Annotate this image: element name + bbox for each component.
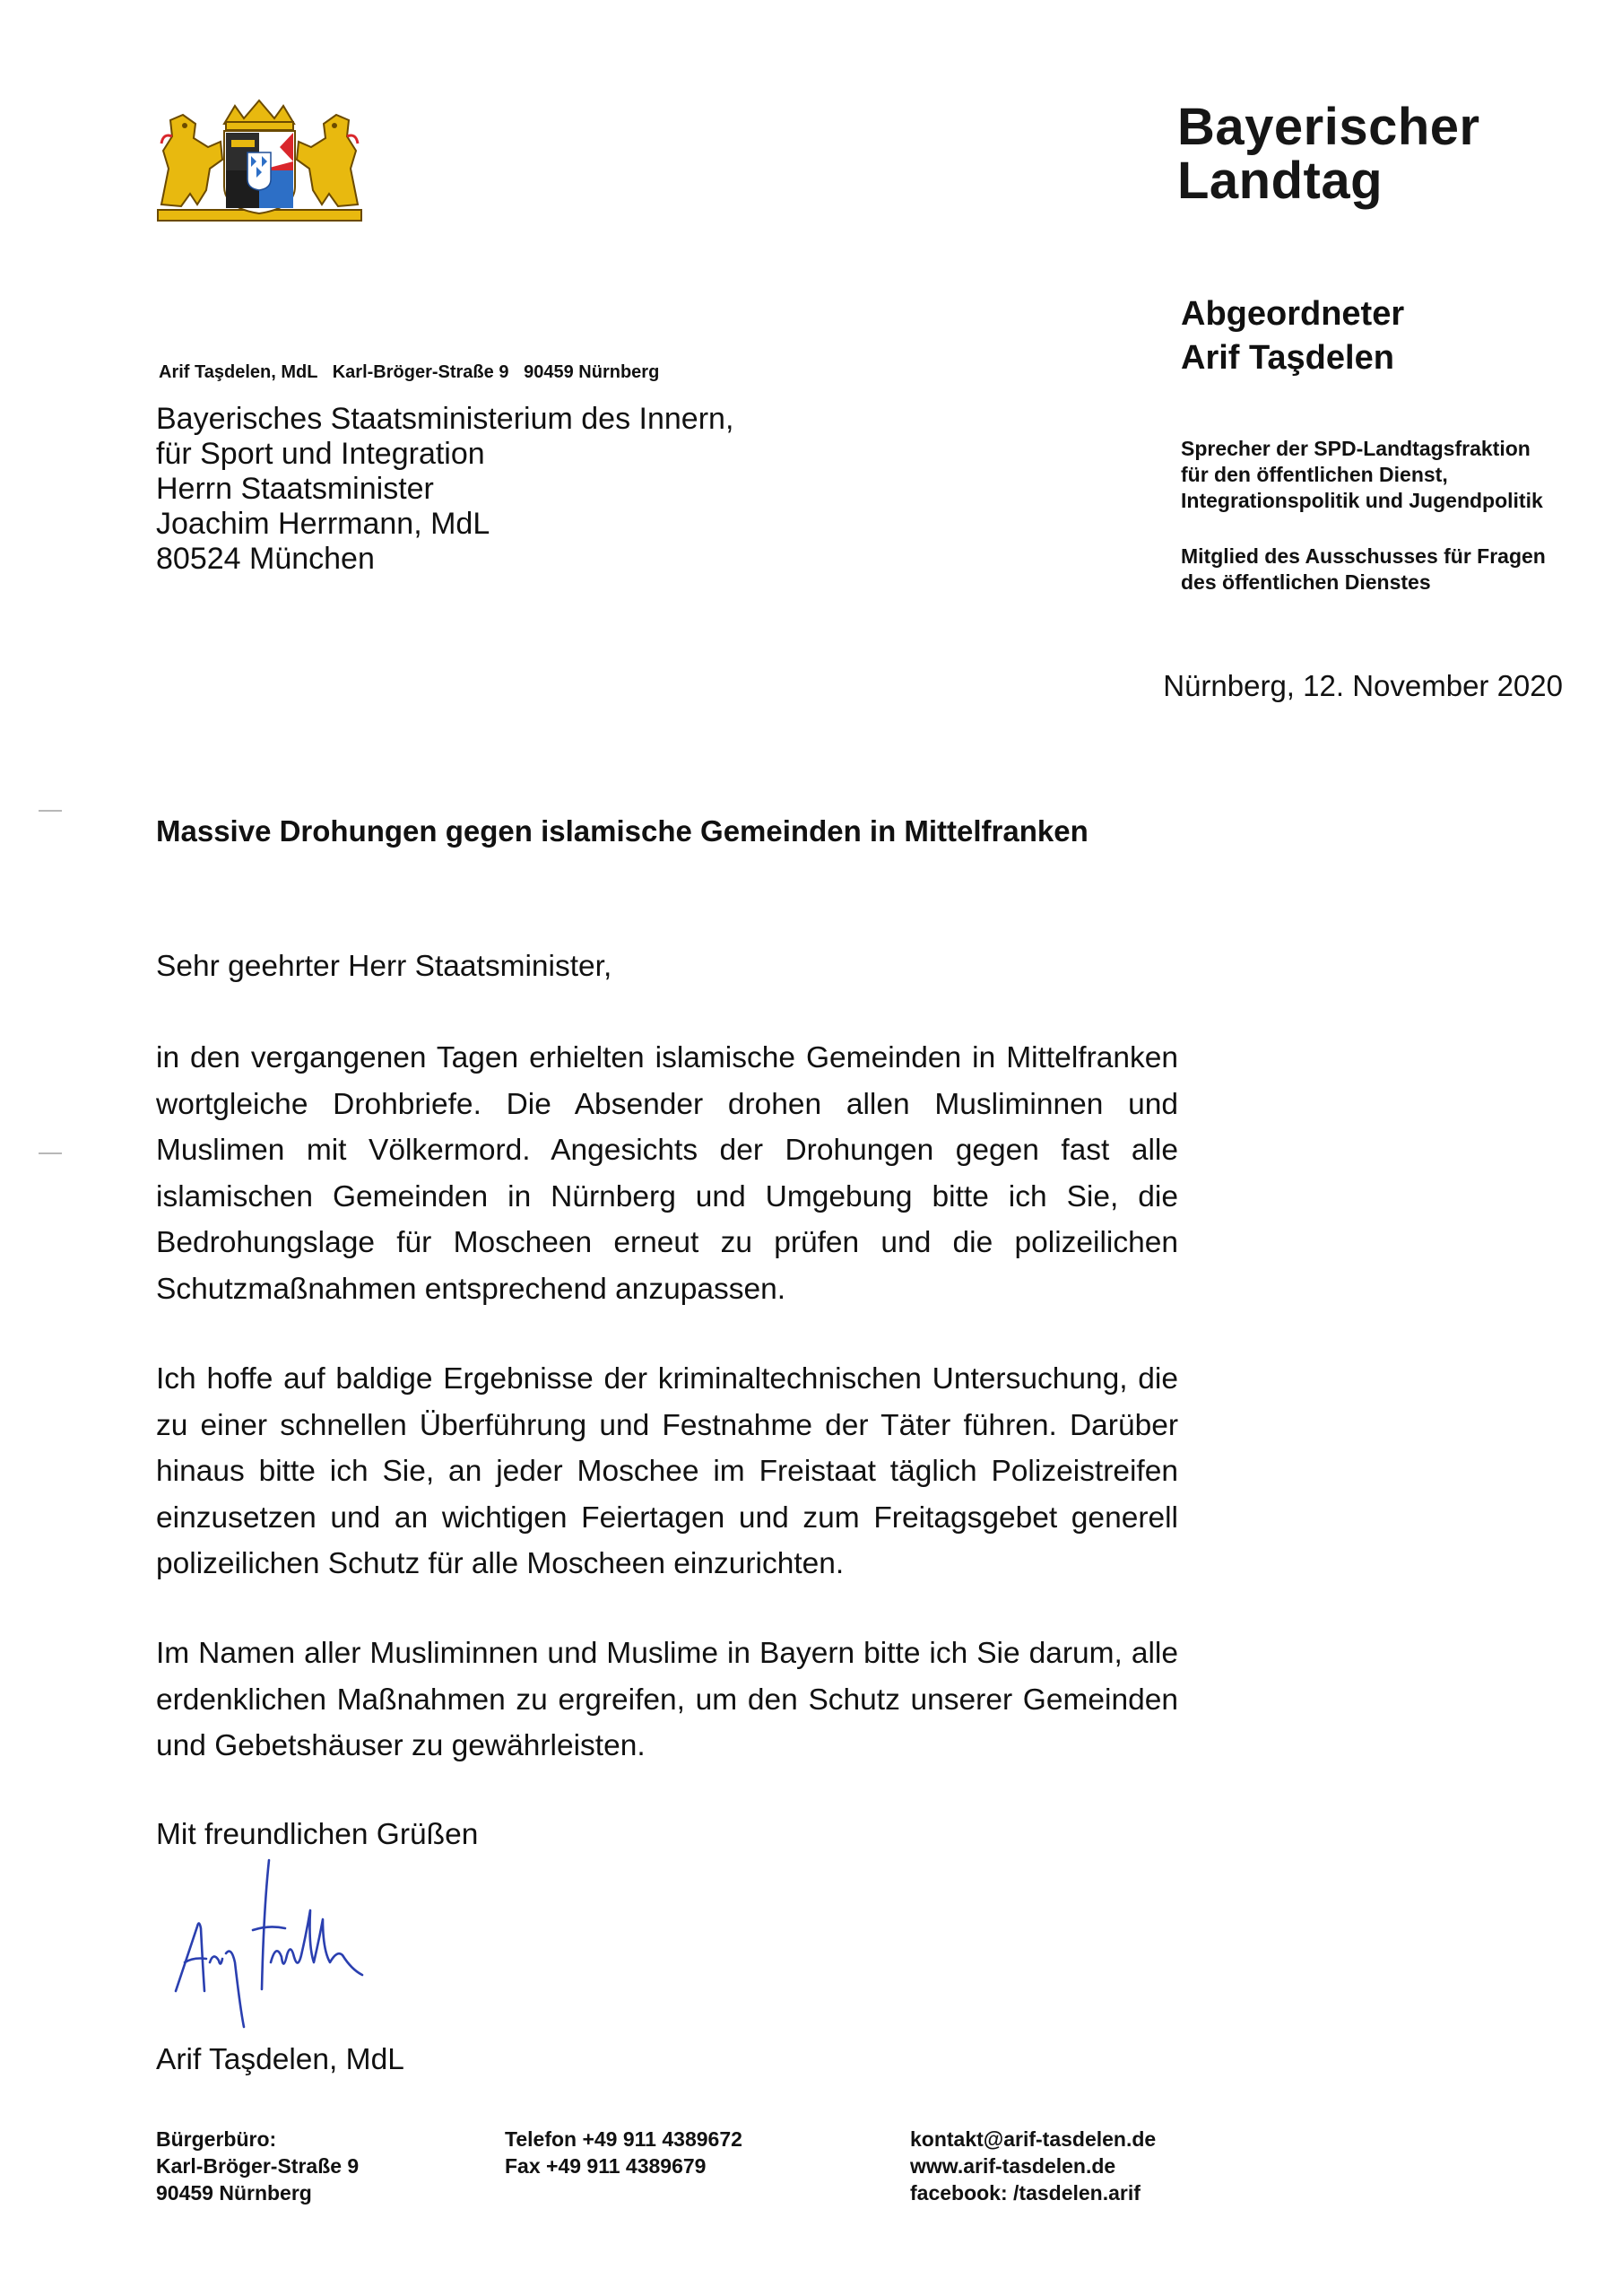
handwritten-signature-icon — [163, 1857, 369, 2045]
footer-office — [156, 2126, 359, 2206]
letter-date: Nürnberg, 12. November 2020 — [1163, 669, 1563, 702]
closing — [156, 1812, 1178, 1858]
body-line: erdenklichen Maßnahmen zu ergreifen, um den Schutz unserer Gemeinden — [156, 1683, 1178, 1717]
fold-mark — [39, 810, 62, 812]
membership-line: des öffentlichen Dienstes — [1181, 570, 1431, 594]
footer-office-line: Karl-Bröger-Straße 9 — [156, 2154, 360, 2178]
signed-name: Arif Taşdelen, MdL — [156, 2043, 404, 2076]
footer-facebook: facebook: /tasdelen.arif — [910, 2181, 1141, 2205]
footer-contact — [910, 2126, 1156, 2206]
body-line: polizeilichen Schutz für alle Moscheen einzurichten. — [156, 1547, 845, 1580]
footer-email[interactable]: kontakt@arif-tasdelen.de — [910, 2127, 1157, 2151]
body-line: Schutzmaßnahmen entsprechend anzupassen. — [156, 1272, 786, 1306]
body-line: islamischen Gemeinden in Nürnberg und Umgebung bitte ich Sie, die — [156, 1179, 1178, 1213]
recipient-address — [156, 402, 733, 577]
body-line: Bedrohungslage für Moscheen erneut zu prüfen und die polizeilichen — [156, 1226, 1178, 1259]
footer-office-line: Bürgerbüro: — [156, 2127, 277, 2151]
membership-line: Mitglied des Ausschusses für Fragen — [1181, 544, 1546, 568]
committee-membership — [1181, 544, 1546, 596]
member-title-line: Arif Taşdelen — [1181, 339, 1394, 377]
body-paragraph-3 — [156, 1631, 1178, 1770]
landtag-wordmark — [1177, 100, 1554, 208]
recipient-line: Herrn Staatsminister — [156, 472, 434, 506]
wordmark-line-2: Landtag — [1177, 152, 1383, 210]
closing-text: Mit freundlichen Grüßen — [156, 1818, 479, 1851]
fold-mark — [39, 1152, 62, 1154]
body-line: in den vergangenen Tagen erhielten islamische Gemeinden in Mittelfranken — [156, 1041, 1178, 1074]
body-line: Ich hoffe auf baldige Ergebnisse der kriminaltechnischen Untersuchung, die — [156, 1362, 1178, 1396]
footer-phone — [505, 2126, 742, 2179]
member-title — [1181, 292, 1404, 380]
body-line: einzusetzen und an wichtigen Feiertagen und zum Freitagsgebet generell — [156, 1500, 1178, 1535]
body-line: hinaus bitte ich Sie, an jeder Moschee im Freistaat täglich Polizeistreifen — [156, 1455, 1178, 1488]
body-line: wortgleiche Drohbriefe. Die Absender drohen allen Musliminnen und — [156, 1087, 1178, 1121]
body-line: zu einer schnellen Überführung und Festnahme der Täter führen. Darüber — [156, 1408, 1178, 1442]
sender-return-address: Arif Taşdelen, MdL Karl-Bröger-Straße 9 90459 Nürnberg — [159, 362, 660, 382]
salutation-text: Sehr geehrter Herr Staatsminister, — [156, 950, 612, 983]
wordmark-line-1: Bayerischer — [1177, 98, 1480, 156]
member-role — [1181, 436, 1543, 514]
recipient-line: 80524 München — [156, 542, 375, 576]
body-paragraph-2 — [156, 1356, 1178, 1587]
member-role-line: Sprecher der SPD-Landtagsfraktion — [1181, 437, 1531, 460]
body-line: und Gebetshäuser zu gewährleisten. — [156, 1729, 646, 1762]
recipient-line: für Sport und Integration — [156, 437, 485, 471]
body-line: Im Namen aller Musliminnen und Muslime in Bayern bitte ich Sie darum, alle — [156, 1637, 1178, 1670]
footer-fax-line: Fax +49 911 4389679 — [505, 2154, 707, 2178]
footer-office-line: 90459 Nürnberg — [156, 2181, 312, 2205]
member-role-line: für den öffentlichen Dienst, — [1181, 463, 1448, 486]
body-paragraph-1 — [156, 1035, 1178, 1312]
bavarian-coat-of-arms-icon — [154, 97, 365, 224]
body-line: Muslimen mit Völkermord. Angesichts der Drohungen gegen fast alle — [156, 1134, 1178, 1167]
salutation — [156, 944, 1178, 990]
recipient-line: Joachim Herrmann, MdL — [156, 507, 490, 541]
letter-subject: Massive Drohungen gegen islamische Gemeinden in Mittelfranken — [156, 814, 1089, 848]
member-role-line: Integrationspolitik und Jugendpolitik — [1181, 489, 1543, 512]
footer-phone-line: Telefon +49 911 4389672 — [505, 2127, 742, 2151]
footer-website[interactable]: www.arif-tasdelen.de — [910, 2154, 1116, 2178]
member-title-line: Abgeordneter — [1181, 295, 1405, 333]
recipient-line: Bayerisches Staatsministerium des Innern, — [156, 402, 734, 436]
